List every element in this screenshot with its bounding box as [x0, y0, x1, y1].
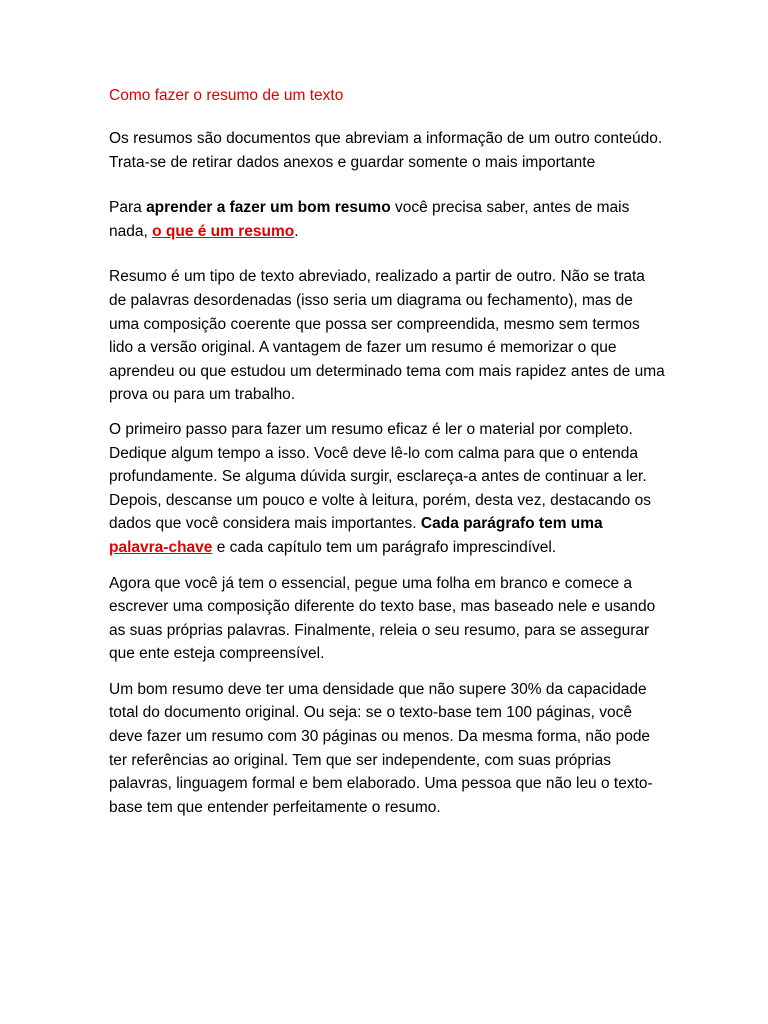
paragraph-definicao: Resumo é um tipo de texto abreviado, realizado a partir de outro. Não se trata de palavras desordenadas (isso seria um diagrama ou fechamento), mas de uma composição coerente que possa ser compreendida, mesmo sem termos lido a versão original. A vantagem de fazer um resumo é memorizar o que aprendeu ou que estudou um determinado tema com mais rapidez antes de uma prova ou para um trabalho.: [109, 268, 665, 404]
aprender-text-middle: você precisa saber, antes de mais nada,: [109, 199, 630, 240]
paragraph-primeiro-passo: [109, 418, 665, 560]
palavra-chave-link[interactable]: palavra-chave: [109, 538, 213, 556]
o-que-e-um-resumo-link[interactable]: o que é um resumo: [152, 222, 295, 240]
primeiro-passo-bold-phrase: Cada parágrafo tem uma: [420, 515, 603, 533]
aprender-text-before: Para: [109, 199, 147, 217]
primeiro-passo-text: O primeiro passo para fazer um resumo eficaz é ler o material por completo. Dedique algum tempo a isso. Você deve lê-lo com calma para que o entenda profundamente. Se alguma dúvida surgir, esclareça-a antes de continuar a ler. Depois, descanse um pouco e volte à leitura, porém, desta vez, destacando os dados que você considera mais importantes.: [109, 420, 651, 533]
paragraph-aprender: [109, 196, 665, 243]
paragraph-agora: Agora que você já tem o essencial, pegue uma folha em branco e comece a escrever uma composição diferente do texto base, mas baseado nele e usando as suas próprias palavras. Finalmente, releia o seu resumo, para se assegurar que ente esteja compreensível.: [109, 574, 656, 663]
paragraph-densidade: Um bom resumo deve ter uma densidade que não supere 30% da capacidade total do documento original. Ou seja: se o texto-base tem 100 páginas, você deve fazer um resumo com 30 páginas ou menos. Da mesma forma, não pode ter referências ao original. Tem que ser independente, com suas próprias palavras, linguagem formal e bem elaborado. Uma pessoa que não leu o texto-base tem que entender perfeitamente o resumo.: [109, 680, 653, 816]
aprender-text-after: .: [294, 222, 299, 240]
document-page: [109, 84, 665, 819]
paragraph-intro: Os resumos são documentos que abreviam a informação de um outro conteúdo. Trata-se de retirar dados anexos e guardar somente o mais importante: [109, 130, 663, 171]
aprender-bold-phrase: aprender a fazer um bom resumo: [146, 199, 391, 217]
document-title: Como fazer o resumo de um texto: [109, 87, 344, 104]
primeiro-passo-text-after: e cada capítulo tem um parágrafo imprescindível.: [212, 538, 557, 556]
